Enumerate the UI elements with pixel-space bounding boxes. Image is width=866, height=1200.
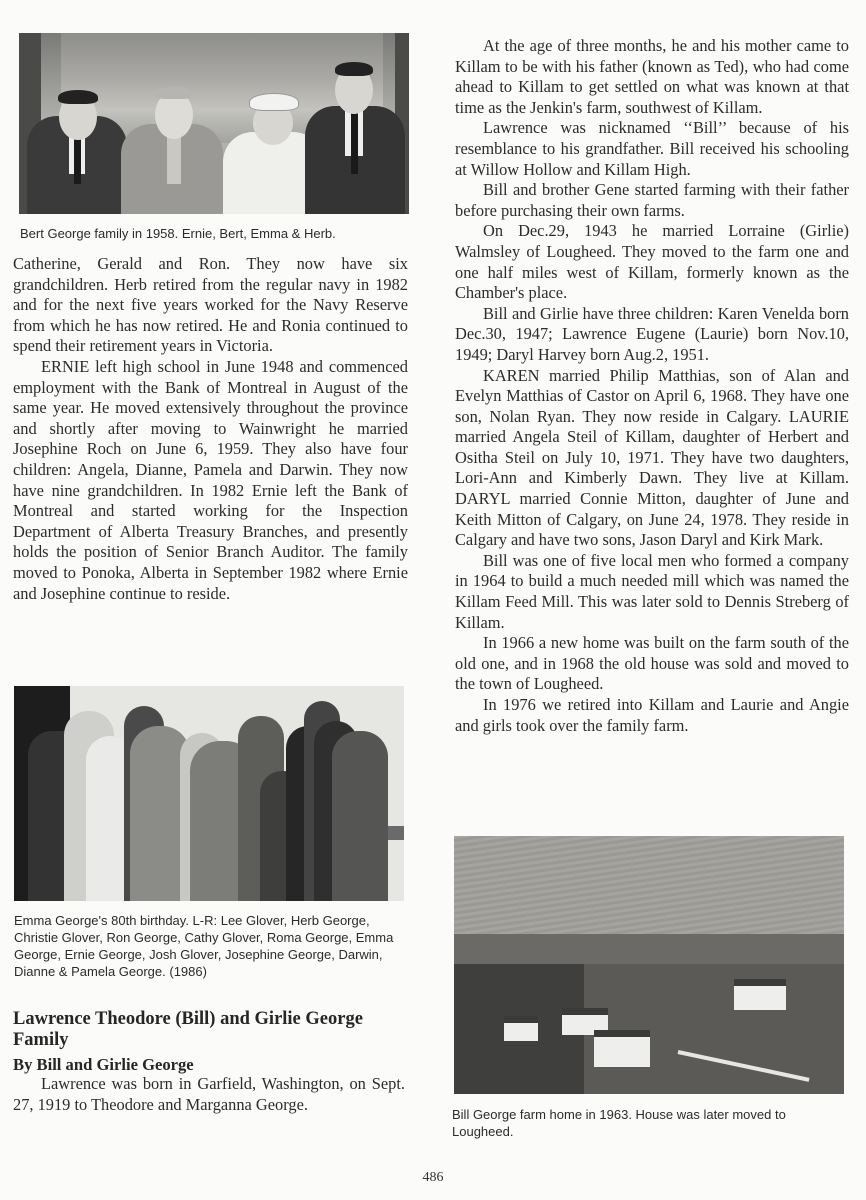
farmyard (584, 964, 844, 1094)
caption-farm-1963: Bill George farm home in 1963. House was later moved to Lougheed. (452, 1107, 786, 1139)
paragraph: Lawrence was nicknamed ‘‘Bill’’ because of his resemblance to his grandfather. Bill received his schooling at Willow Hollow and Killam High. (455, 118, 849, 179)
figure-bert (121, 69, 223, 214)
figure-herb (305, 46, 405, 214)
paragraph: Bill and Girlie have three children: Karen Venelda born Dec.30, 1947; Lawrence Eugene (Laurie) born Nov.10, 1949; Daryl Harvey born Aug.2, 1951. (455, 303, 849, 364)
paragraph: Bill and brother Gene started farming with their father before purchasing their own farms. (455, 180, 849, 220)
paragraph: Lawrence was born in Garfield, Washington, on Sept. 27, 1919 to Theodore and Marganna George. (13, 1074, 405, 1114)
photo-farm-1963 (454, 836, 844, 1094)
paragraph: ERNIE left high school in June 1948 and commenced employment with the Bank of Montreal in August of the same year. He moved extensively throughout the province and shortly after moving to Wainwright he married Josephine Roch on June 6, 1959. They also have four children: Angela, Dianne, Pamela and Darwin. They now have nine grandchildren. In 1982 Ernie left the Bank of Montreal and started working for the Inspection Department of Alberta Treasury Branches, and presently holds the position of Senior Branch Auditor. The family moved to Ponoka, Alberta in September 1982 where Ernie and Josephine continue to reside. (13, 356, 408, 603)
field-border (454, 934, 844, 964)
paragraph: In 1976 we retired into Killam and Laurie and Angie and girls took over the family farm. (455, 695, 849, 735)
caption-birthday-1986: Emma George's 80th birthday. L-R: Lee Glover, Herb George, Christie Glover, Ron George, Cathy Glover, Roma George, Emma George, Ernie George, Josh Glover, Josephine George, Darwin, Dianne & Pamela George. (1986) (14, 913, 394, 979)
article-text-left-bottom (13, 1074, 405, 1115)
figure-pamela-george (332, 731, 388, 901)
barn (734, 979, 786, 1010)
page-number: 486 (422, 1170, 444, 1185)
plowed-field (454, 836, 844, 936)
photo-birthday-1986 (14, 686, 404, 901)
paragraph: Bill was one of five local men who formed a company in 1964 to build a much needed mill which was named the Killam Feed Mill. This was later sold to Dennis Streberg of Killam. (455, 550, 849, 632)
article-text-right (455, 36, 849, 736)
farm-house (594, 1030, 650, 1067)
paragraph: KAREN married Philip Matthias, son of Alan and Evelyn Matthias of Castor on April 6, 1968. They have one son, Nolan Ryan. They now reside in Calgary. LAURIE married Angela Steil of Killam, daughter of Herbert and Ositha Steil on July 10, 1971. They have two daughters, Lori-Ann and Kimberly Dawn. They live at Killam. DARYL married Connie Mitton, daughter of June and Keith Mitton of Calgary, on June 24, 1978. They reside in Calgary and have two sons, Jason Daryl and Kirk Mark. (455, 365, 849, 550)
article-text-left-top (13, 254, 408, 604)
paragraph: On Dec.29, 1943 he married Lorraine (Girlie) Walmsley of Lougheed. They moved to the farm one and one half miles west of Killam, formerly known as the Chamber's place. (455, 221, 849, 303)
paragraph: At the age of three months, he and his mother came to Killam to be with his father (known as Ted), who had come ahead to Killam to get settled on what was known at that time as the Jenkin's farm, southwest of Killam. (455, 36, 849, 117)
photo-family-1958 (19, 33, 409, 214)
paragraph: Catherine, Gerald and Ron. They now have six grandchildren. Herb retired from the regular navy in 1982 and for the next five years worked for the Navy Reserve from which he has now retired. He and Ronia continued to spend their retirement years in Victoria. (13, 254, 408, 356)
section-heading: Lawrence Theodore (Bill) and Girlie George Family (13, 1009, 363, 1050)
caption-family-1958: Bert George family in 1958. Ernie, Bert, Emma & Herb. (20, 226, 336, 241)
section-byline: By Bill and Girlie George (13, 1055, 194, 1074)
shed (504, 1016, 538, 1041)
figure-ernie (27, 64, 127, 214)
paragraph: In 1966 a new home was built on the farm south of the old one, and in 1968 the old house was sold and moved to the town of Lougheed. (455, 633, 849, 694)
